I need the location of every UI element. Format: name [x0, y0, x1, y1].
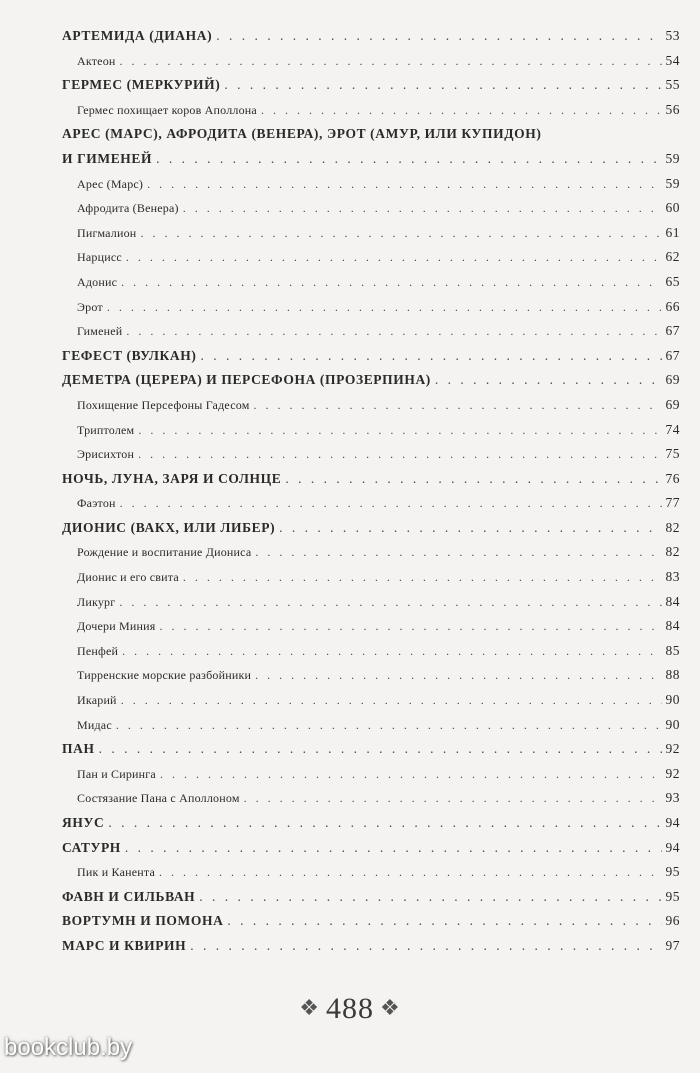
- page-number: [0, 992, 700, 1026]
- dot-leader: [121, 270, 661, 295]
- toc-entry-page: 94: [665, 815, 680, 830]
- toc-entry-title: Дочери Миния: [77, 619, 156, 634]
- toc-entry: [62, 565, 680, 590]
- toc-entry-title: Триптолем: [77, 422, 135, 437]
- toc-entry-page: 60: [665, 200, 680, 216]
- toc-entry: [62, 811, 680, 836]
- dot-leader: [224, 73, 661, 98]
- dot-leader: [159, 860, 662, 885]
- dot-leader: [254, 393, 662, 418]
- toc-entry-title: АРТЕМИДА (ДИАНА): [62, 28, 213, 43]
- dot-leader: [147, 172, 661, 197]
- dot-leader: [435, 368, 662, 393]
- dot-leader: [138, 442, 661, 467]
- dot-leader: [138, 418, 661, 443]
- toc-entry-title: НОЧЬ, ЛУНА, ЗАРЯ И СОЛНЦЕ: [62, 470, 282, 486]
- toc-entry-title: ГЕРМЕС (МЕРКУРИЙ): [62, 77, 221, 93]
- dot-leader: [156, 147, 661, 172]
- dot-leader: [199, 885, 661, 910]
- toc-entry-page: 95: [665, 864, 680, 880]
- toc-entry-title: Актеон: [77, 53, 116, 68]
- dot-leader: [119, 590, 661, 615]
- toc-entry-title: ДЕМЕТРА (ЦЕРЕРА) И ПЕРСЕФОНА (ПРОЗЕРПИНА): [62, 372, 431, 388]
- toc-entry: [62, 368, 680, 393]
- toc-entry-page: 90: [665, 692, 680, 708]
- toc-entry-title: Рождение и воспитание Диониса: [77, 545, 252, 560]
- toc-entry-title: Эрисихтон: [77, 447, 135, 462]
- toc-entry-page: 62: [665, 249, 680, 265]
- toc-entry-page: 95: [665, 888, 680, 904]
- toc-entry: [62, 934, 680, 959]
- toc-entry: [62, 467, 680, 492]
- toc-entry-page: 69: [665, 372, 680, 388]
- ornament-left-icon: ❖: [299, 995, 320, 1020]
- dot-leader: [255, 663, 661, 688]
- dot-leader: [120, 49, 662, 74]
- toc-entry: [62, 172, 680, 197]
- dot-leader: [120, 491, 662, 516]
- toc-entry: [62, 98, 680, 123]
- dot-leader: [261, 98, 662, 123]
- toc-entry-page: 93: [665, 790, 680, 806]
- toc-entry-title: ПАН: [62, 741, 95, 757]
- toc-entry: [62, 860, 680, 885]
- toc-entry-title: И ГИМЕНЕЙ: [62, 150, 153, 166]
- toc-entry: [62, 49, 680, 74]
- toc-entry: [62, 590, 680, 615]
- dot-leader: [227, 909, 661, 934]
- toc-entry-page: 96: [665, 913, 680, 929]
- page-number-text: 488: [326, 992, 374, 1025]
- toc-entry-title: Фаэтон: [77, 496, 116, 511]
- dot-leader: [183, 196, 662, 221]
- toc-entry: [62, 516, 680, 541]
- dot-leader: [107, 295, 662, 320]
- toc-entry: [62, 270, 680, 295]
- toc-entry-title: САТУРН: [62, 839, 121, 855]
- toc-entry-page: 75: [665, 446, 680, 462]
- toc-entry-page: 97: [665, 937, 680, 953]
- toc-entry-title: Икарий: [77, 693, 117, 708]
- toc-entry: [62, 762, 680, 787]
- toc-entry-page: 77: [665, 495, 680, 511]
- toc-entry: [62, 147, 680, 172]
- toc-entry: [62, 713, 680, 738]
- toc-entry-page: 82: [665, 544, 680, 560]
- dot-leader: [122, 639, 661, 664]
- toc-entry-page: 59: [665, 150, 680, 166]
- toc-entry-page: 90: [665, 716, 680, 732]
- toc-entry-title: Адонис: [77, 274, 118, 289]
- toc-entry-page: 66: [665, 298, 680, 314]
- toc-entry-page: 67: [665, 323, 680, 339]
- toc-entry: [62, 786, 680, 811]
- toc-entry-title: Пик и Канента: [77, 865, 155, 880]
- toc-entry-page: 56: [665, 101, 680, 117]
- toc-entry: [62, 491, 680, 516]
- toc-entry: [62, 836, 680, 861]
- toc-entry-title: МАРС И КВИРИН: [62, 937, 187, 953]
- toc-entry: [62, 221, 680, 246]
- toc-entry-page: 69: [665, 396, 680, 412]
- toc-entry-title: Арес (Марс): [77, 176, 144, 191]
- dot-leader: [126, 319, 661, 344]
- dot-leader: [99, 737, 662, 762]
- toc-entry-title: ЯНУС: [62, 815, 105, 830]
- toc-entry-title: Ликург: [77, 594, 116, 609]
- toc-entry-page: 65: [665, 273, 680, 289]
- dot-leader: [140, 221, 661, 246]
- toc-entry: [62, 418, 680, 443]
- dot-leader: [126, 245, 662, 270]
- toc-entry-page: 94: [665, 839, 680, 855]
- toc-entry-title: Пан и Сиринга: [77, 766, 156, 781]
- toc-entry: [62, 245, 680, 270]
- toc-entry-page: 88: [665, 667, 680, 683]
- toc-entry-page: 53: [665, 28, 680, 43]
- toc-entry-page: 54: [665, 52, 680, 68]
- toc-entry: [62, 319, 680, 344]
- toc-entry: [62, 73, 680, 98]
- toc-entry: [62, 688, 680, 713]
- toc-entry-page: 92: [665, 741, 680, 757]
- toc-entry: [62, 393, 680, 418]
- toc-entry-page: 85: [665, 642, 680, 658]
- toc-entry: [62, 639, 680, 664]
- toc-entry-title: Эрот: [77, 299, 103, 314]
- toc-entry: [62, 122, 680, 147]
- toc-entry-title: ДИОНИС (ВАКХ, ИЛИ ЛИБЕР): [62, 519, 276, 535]
- toc-entry: [62, 885, 680, 910]
- toc-entry-title: Дионис и его свита: [77, 570, 179, 585]
- dot-leader: [279, 516, 661, 541]
- toc-entry-title: Тирренские морские разбойники: [77, 668, 252, 683]
- toc-entry-page: 55: [665, 77, 680, 93]
- watermark-logo: bookclub.by: [4, 1034, 133, 1061]
- dot-leader: [116, 713, 662, 738]
- toc-entry-title: Афродита (Венера): [77, 201, 179, 216]
- toc-entry-title: Состязание Пана с Аполлоном: [77, 791, 240, 806]
- dot-leader: [160, 762, 662, 787]
- dot-leader: [285, 467, 661, 492]
- dot-leader: [200, 344, 661, 369]
- toc-entry-title: Нарцисс: [77, 250, 122, 265]
- toc-entry-title: Пигмалион: [77, 225, 137, 240]
- toc-entry: [62, 737, 680, 762]
- toc-entry: [62, 614, 680, 639]
- dot-leader: [160, 614, 662, 639]
- toc-entry: [62, 196, 680, 221]
- toc-entry: [62, 295, 680, 320]
- dot-leader: [255, 540, 661, 565]
- dot-leader: [244, 786, 662, 811]
- dot-leader: [216, 24, 661, 49]
- toc-entry-title: АРЕС (МАРС), АФРОДИТА (ВЕНЕРА), ЭРОТ (АМУР, ИЛИ КУПИДОН): [62, 126, 542, 142]
- toc-entry-title: ФАВН И СИЛЬВАН: [62, 888, 196, 904]
- dot-leader: [121, 688, 662, 713]
- toc-entry: [62, 24, 680, 49]
- toc-entry: [62, 909, 680, 934]
- toc-entry-page: 76: [665, 470, 680, 486]
- dot-leader: [190, 934, 661, 959]
- toc-entry-page: 84: [665, 618, 680, 634]
- toc-entry-page: 74: [665, 421, 680, 437]
- toc-entry: [62, 540, 680, 565]
- toc-entry-title: ГЕФЕСТ (ВУЛКАН): [62, 347, 197, 363]
- toc-entry-page: 84: [665, 593, 680, 609]
- toc-entry-page: 67: [665, 347, 680, 363]
- toc-entry: [62, 442, 680, 467]
- toc-entry-title: Гермес похищает коров Аполлона: [77, 102, 257, 117]
- toc-entry-page: 61: [665, 224, 680, 240]
- toc-entry-page: 59: [665, 175, 680, 191]
- ornament-right-icon: ❖: [380, 995, 401, 1020]
- dot-leader: [125, 836, 662, 861]
- toc-entry-page: 83: [665, 569, 680, 585]
- toc-entry: [62, 344, 680, 369]
- toc-entry-page: 92: [665, 765, 680, 781]
- dot-leader: [183, 565, 662, 590]
- toc-entry-title: Пенфей: [77, 643, 119, 658]
- toc-entry-title: Похищение Персефоны Гадесом: [77, 397, 250, 412]
- toc-entry: [62, 663, 680, 688]
- dot-leader: [108, 811, 661, 836]
- toc-entry-page: 82: [665, 519, 680, 535]
- toc-entry-title: Мидас: [77, 717, 112, 732]
- table-of-contents: [62, 24, 680, 959]
- toc-entry-title: Гименей: [77, 324, 123, 339]
- toc-entry-title: ВОРТУМН И ПОМОНА: [62, 913, 224, 929]
